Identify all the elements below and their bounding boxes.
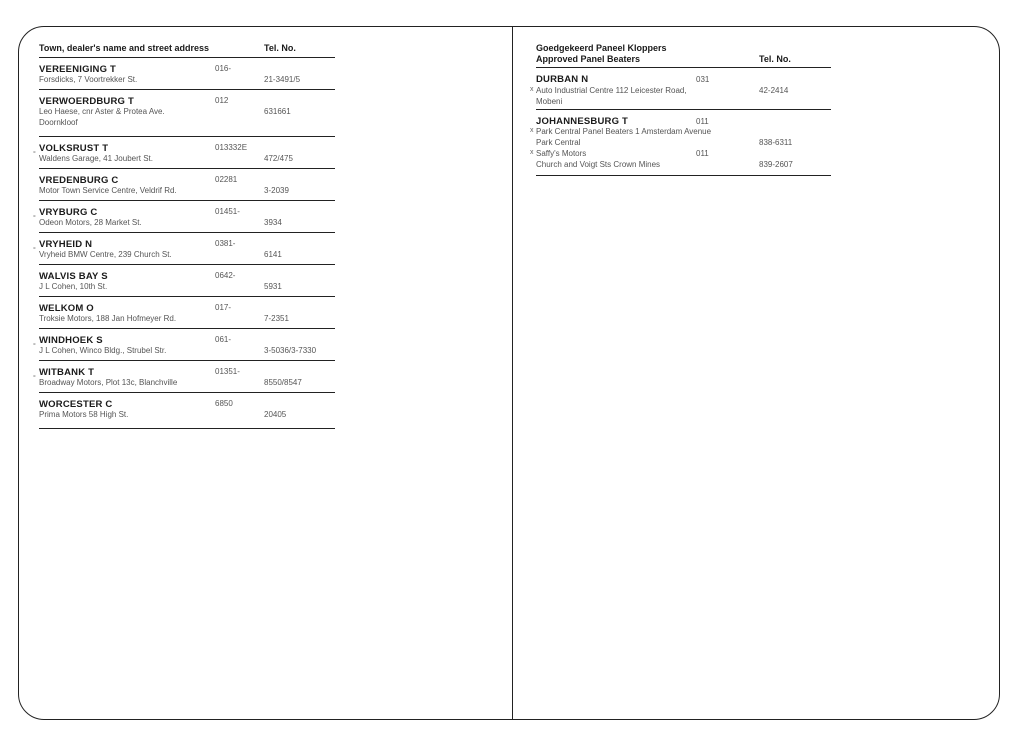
dealer-tel: 472/475 — [264, 154, 293, 163]
dealer-entry — [33, 201, 335, 233]
dealer-code: 02281 — [215, 175, 238, 184]
left-header-tel: Tel. No. — [264, 43, 296, 53]
dealer-town: VERWOERDBURG T — [39, 96, 134, 107]
dealer-code: 011 — [696, 149, 709, 158]
dealer-entry-durban — [530, 68, 831, 110]
dealer-address: J L Cohen, 10th St. — [39, 282, 108, 291]
dealer-town: WALVIS BAY S — [39, 271, 108, 282]
dealer-entry — [39, 393, 335, 429]
dealer-town: WORCESTER C — [39, 399, 113, 410]
left-header-title: Town, dealer's name and street address — [39, 43, 210, 53]
dealer-mark: x — [530, 149, 534, 156]
dealer-code: 012 — [215, 96, 229, 105]
dealer-address: Odeon Motors, 28 Market St. — [39, 218, 142, 227]
dealer-town: WITBANK T — [39, 367, 95, 378]
dealer-address: Forsdicks, 7 Voortrekker St. — [39, 75, 138, 84]
dealer-mark: ° — [33, 247, 36, 254]
dealer-address: Doornkloof — [39, 118, 78, 127]
dealer-mark: ° — [33, 215, 36, 222]
dealer-tel: 3-5036/3-7330 — [264, 346, 317, 355]
dealer-tel: 3-2039 — [264, 186, 289, 195]
dealer-town: JOHANNESBURG T — [536, 116, 629, 127]
dealer-entry — [33, 233, 335, 265]
dealer-address: Broadway Motors, Plot 13c, Blanchville — [39, 378, 178, 387]
dealer-entry — [33, 137, 335, 169]
dealer-mark: x — [530, 86, 534, 93]
dealer-address: Waldens Garage, 41 Joubert St. — [39, 154, 153, 163]
dealer-entry — [39, 265, 335, 297]
dealer-tel: 6141 — [264, 250, 282, 259]
right-column — [530, 43, 831, 177]
dealer-code: 017- — [215, 303, 232, 312]
dealer-tel: 42-2414 — [759, 86, 789, 95]
dealer-address: Park Central Panel Beaters 1 Amsterdam Avenue — [536, 127, 712, 136]
dealer-entry — [39, 58, 335, 90]
dealer-town: DURBAN N — [536, 74, 589, 85]
dealer-address: Motor Town Service Centre, Veldrif Rd. — [39, 186, 177, 195]
dealer-tel: 838-6311 — [759, 138, 793, 147]
dealer-town: VEREENIGING T — [39, 64, 117, 75]
dealer-code: 061- — [215, 335, 232, 344]
dealer-tel: 7-2351 — [264, 314, 289, 323]
dealer-mark: x — [530, 127, 534, 134]
dealer-code: 0642- — [215, 271, 236, 280]
right-header-title-2: Approved Panel Beaters — [536, 54, 641, 64]
page-frame — [18, 26, 1000, 720]
dealer-mark: ° — [33, 343, 36, 350]
dealer-address: Vryheid BMW Centre, 239 Church St. — [39, 250, 172, 259]
dealer-code: 01351- — [215, 367, 240, 376]
dealer-code: 013332E — [215, 143, 248, 152]
dealer-tel: 3934 — [264, 218, 282, 227]
dealer-code: 01451- — [215, 207, 240, 216]
dealer-tel: 20405 — [264, 410, 287, 419]
dealer-mark: ° — [33, 375, 36, 382]
dealer-entry — [33, 329, 335, 361]
dealer-entry — [39, 297, 335, 329]
dealer-town: VRYHEID N — [39, 239, 93, 250]
dealer-tel: 5931 — [264, 282, 282, 291]
dealer-town: VRYBURG C — [39, 207, 98, 218]
dealer-entry-johannesburg — [530, 110, 831, 177]
dealer-code: 016- — [215, 64, 232, 73]
entry-rule — [39, 428, 335, 429]
right-header-tel: Tel. No. — [759, 54, 791, 64]
dealer-address: Saffy's Motors — [536, 149, 587, 158]
dealer-mark: ° — [33, 151, 36, 158]
dealer-town: WELKOM O — [39, 303, 94, 314]
dealer-tel: 8550/8547 — [264, 378, 302, 387]
left-column — [33, 43, 335, 429]
page-divider — [512, 27, 513, 719]
dealer-tel: 631661 — [264, 107, 291, 116]
dealer-address: Church and Voigt Sts Crown Mines — [536, 160, 661, 169]
dealer-tel: 21-3491/5 — [264, 75, 301, 84]
dealer-address: Prima Motors 58 High St. — [39, 410, 129, 419]
dealer-code: 6850 — [215, 399, 233, 408]
left-entries — [33, 58, 335, 429]
dealer-entry — [33, 361, 335, 393]
dealer-town: WINDHOEK S — [39, 335, 103, 346]
dealer-tel: 839-2607 — [759, 160, 793, 169]
entry-rule — [536, 175, 831, 176]
dealer-address: Park Central — [536, 138, 581, 147]
dealer-town: VREDENBURG C — [39, 175, 119, 186]
dealer-entry — [39, 90, 335, 137]
dealer-town: VOLKSRUST T — [39, 143, 109, 154]
dealer-address: J L Cohen, Winco Bldg., Strubel Str. — [39, 346, 167, 355]
dealer-address: Troksie Motors, 188 Jan Hofmeyer Rd. — [39, 314, 177, 323]
dealer-address: Auto Industrial Centre 112 Leicester Road, — [536, 86, 687, 95]
left-header — [39, 43, 335, 57]
dealer-code: 0381- — [215, 239, 236, 248]
dealer-address: Leo Haese, cnr Aster & Protea Ave. — [39, 107, 165, 116]
right-header — [536, 43, 831, 67]
dealer-address: Mobeni — [536, 97, 563, 106]
dealer-code: 011 — [696, 117, 709, 126]
dealer-code: 031 — [696, 75, 710, 84]
dealer-entry — [39, 169, 335, 201]
right-header-title-1: Goedgekeerd Paneel Kloppers — [536, 43, 667, 53]
